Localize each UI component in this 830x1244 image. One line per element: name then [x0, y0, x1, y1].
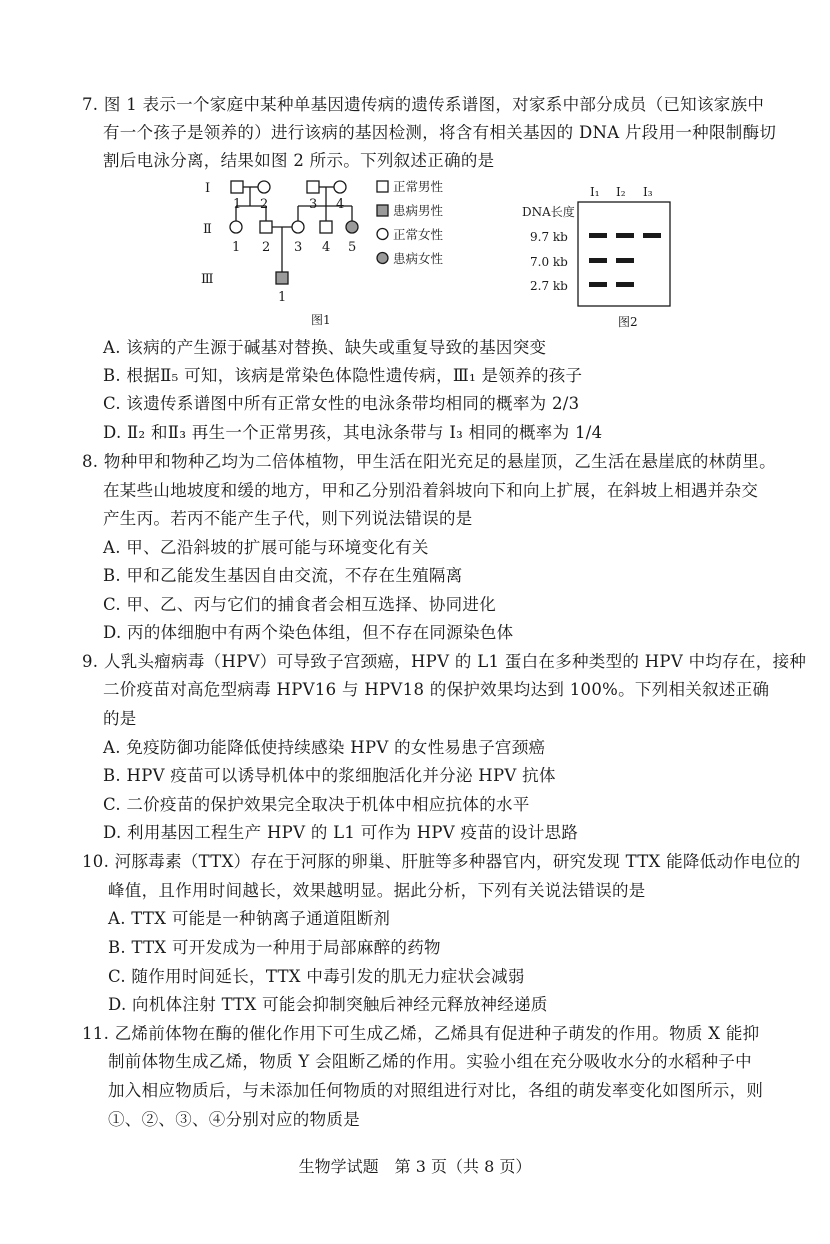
q8-stem-line-2: 在某些山地坡度和缓的地方，甲和乙分别沿着斜坡向下和向上扩展，在斜坡上相遇并杂交 [103, 481, 759, 500]
q7-option-a: A. 该病的产生源于碱基对替换、缺失或重复导致的基因突变 [103, 338, 547, 357]
q10-stem-line-1: 10. 河豚毒素（TTX）存在于河豚的卵巢、肝脏等多种器官内，研究发现 TTX 能降低动作电位的 [82, 852, 801, 871]
q7-stem-line-2: 有一个孩子是领养的）进行该病的基因检测，将含有相关基因的 DNA 片段用一种限制酶切 [103, 123, 777, 142]
q10-option-b: B. TTX 可开发成为一种用于局部麻醉的药物 [108, 938, 441, 957]
q9-option-a: A. 免疫防御功能降低使持续感染 HPV 的女性易患子宫颈癌 [103, 738, 546, 757]
q7-stem-line-1: 7. 图 1 表示一个家庭中某种单基因遗传病的遗传系谱图，对家系中部分成员（已知该家族中 [82, 95, 765, 114]
q11-stem-line-2: 制前体物生成乙烯，物质 Y 会阻断乙烯的作用。实验小组在充分吸收水分的水稻种子中 [108, 1052, 752, 1071]
legend-normal-male: 正常男性 [393, 179, 444, 194]
band-lane2-2.7kb [616, 282, 634, 287]
q8-stem-line-3: 产生丙。若丙不能产生子代，则下列说法错误的是 [103, 509, 473, 528]
fig2-caption: 图2 [618, 315, 638, 329]
svg-text:3: 3 [309, 197, 318, 212]
q8-option-c: C. 甲、乙、丙与它们的捕食者会相互选择、协同进化 [103, 595, 497, 614]
q9-stem-line-2: 二价疫苗对高危型病毒 HPV16 与 HPV18 的保护效果均达到 100%。下列相关叙述正确 [103, 680, 770, 699]
size-label-2: 7.0 kb [530, 255, 568, 269]
lane-label-2: Ⅰ₂ [616, 185, 626, 199]
gen2-female-1 [230, 221, 242, 233]
svg-text:5: 5 [348, 240, 357, 255]
q9-stem-line-1: 9. 人乳头瘤病毒（HPV）可导致子宫颈癌，HPV 的 L1 蛋白在多种类型的 HPV 中均存在，接种 [82, 652, 807, 671]
legend-affected-male: 患病男性 [393, 203, 444, 218]
gen2-male-2 [260, 221, 272, 233]
gen1-female-2 [258, 181, 270, 193]
gen2-affected-female-5 [346, 221, 358, 233]
electrophoresis-figure [520, 178, 680, 330]
band-lane1-9.7kb [589, 233, 607, 238]
legend-affected-male-icon [377, 205, 388, 216]
band-lane1-7.0kb [589, 258, 607, 263]
q9-option-c: C. 二价疫苗的保护效果完全取决于机体中相应抗体的水平 [103, 795, 530, 814]
q9-option-d: D. 利用基因工程生产 HPV 的 L1 可作为 HPV 疫苗的设计思路 [103, 823, 579, 842]
svg-text:1: 1 [233, 197, 242, 212]
lane-label-3: Ⅰ₃ [643, 185, 653, 199]
band-lane1-2.7kb [589, 282, 607, 287]
fig1-caption: 图1 [311, 313, 331, 327]
legend-normal-male-icon [377, 181, 388, 192]
svg-text:4: 4 [336, 197, 345, 212]
gen3-affected-male-1 [276, 272, 288, 284]
q11-stem-line-1: 11. 乙烯前体物在酶的催化作用下可生成乙烯，乙烯具有促进种子萌发的作用。物质 X 能抑 [82, 1024, 760, 1043]
dna-length-title: DNA长度 [522, 205, 575, 219]
q10-option-c: C. 随作用时间延长，TTX 中毒引发的肌无力症状会减弱 [108, 967, 525, 986]
band-lane2-7.0kb [616, 258, 634, 263]
q11-stem-line-3: 加入相应物质后，与未添加任何物质的对照组进行对比，各组的萌发率变化如图所示，则 [108, 1081, 764, 1100]
q10-option-a: A. TTX 可能是一种钠离子通道阻断剂 [108, 909, 391, 928]
gen1-male-1 [231, 181, 243, 193]
gen-label-3: Ⅲ [201, 272, 214, 287]
q7-stem-line-3: 割后电泳分离，结果如图 2 所示。下列叙述正确的是 [103, 151, 495, 170]
svg-text:2: 2 [260, 197, 269, 212]
gen2-female-3 [292, 221, 304, 233]
q10-stem-line-2: 峰值，且作用时间越长，效果越明显。据此分析，下列有关说法错误的是 [108, 881, 646, 900]
legend-affected-female-icon [377, 253, 388, 264]
q8-option-b: B. 甲和乙能发生基因自由交流，不存在生殖隔离 [103, 566, 463, 585]
legend-affected-female: 患病女性 [393, 251, 444, 266]
svg-text:4: 4 [322, 240, 331, 255]
q7-option-b: B. 根据Ⅱ₅ 可知，该病是常染色体隐性遗传病，Ⅲ₁ 是领养的孩子 [103, 366, 583, 385]
legend-normal-female: 正常女性 [393, 227, 444, 242]
svg-text:1: 1 [232, 240, 241, 255]
gen-label-2: Ⅱ [203, 222, 212, 237]
q8-option-a: A. 甲、乙沿斜坡的扩展可能与环境变化有关 [103, 538, 429, 557]
q10-option-d: D. 向机体注射 TTX 可能会抑制突触后神经元释放神经递质 [108, 995, 548, 1014]
gel-frame [578, 202, 670, 306]
size-label-1: 9.7 kb [530, 230, 568, 244]
gen1-female-4 [334, 181, 346, 193]
q9-stem-line-3: 的是 [103, 709, 137, 728]
pedigree-figure [195, 176, 465, 328]
lane-label-1: Ⅰ₁ [590, 185, 600, 199]
q9-option-b: B. HPV 疫苗可以诱导机体中的浆细胞活化并分泌 HPV 抗体 [103, 766, 556, 785]
band-lane3-9.7kb [643, 233, 661, 238]
q8-stem-line-1: 8. 物种甲和物种乙均为二倍体植物，甲生活在阳光充足的悬崖顶，乙生活在悬崖底的林荫里。 [82, 452, 776, 471]
page-footer: 生物学试题 第 3 页（共 8 页） [298, 1157, 532, 1176]
q8-option-d: D. 丙的体细胞中有两个染色体组，但不存在同源染色体 [103, 623, 514, 642]
svg-text:3: 3 [294, 240, 303, 255]
size-label-3: 2.7 kb [530, 279, 568, 293]
gen2-male-4 [320, 221, 332, 233]
gen1-male-3 [307, 181, 319, 193]
gen-label-1: Ⅰ [205, 181, 211, 196]
svg-text:1: 1 [278, 290, 287, 305]
q11-stem-line-4: ①、②、③、④分别对应的物质是 [108, 1110, 360, 1129]
legend-normal-female-icon [377, 229, 388, 240]
svg-text:2: 2 [262, 240, 271, 255]
band-lane2-9.7kb [616, 233, 634, 238]
q7-option-c: C. 该遗传系谱图中所有正常女性的电泳条带均相同的概率为 2/3 [103, 394, 580, 413]
q7-option-d: D. Ⅱ₂ 和Ⅱ₃ 再生一个正常男孩，其电泳条带与 Ⅰ₃ 相同的概率为 1/4 [103, 423, 603, 442]
